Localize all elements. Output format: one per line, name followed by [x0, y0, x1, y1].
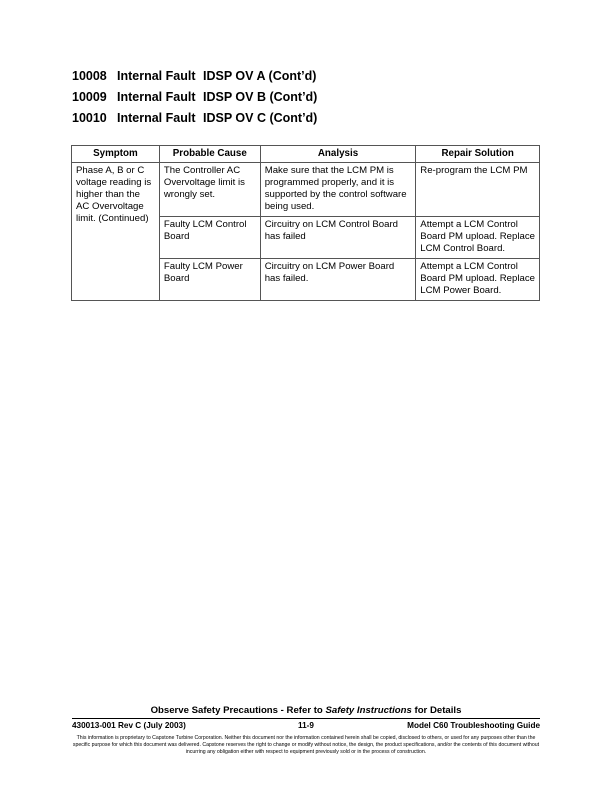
- fault-name: IDSP OV B (Cont’d): [203, 90, 318, 104]
- fault-heading: [72, 66, 317, 87]
- safety-note: [72, 705, 540, 716]
- safety-instructions-ref: Safety Instructions: [325, 705, 412, 716]
- cause-cell: Faulty LCM Control Board: [159, 217, 260, 259]
- header-analysis: Analysis: [260, 146, 416, 163]
- guide-title: Model C60 Troubleshooting Guide: [407, 721, 540, 730]
- fault-name: IDSP OV C (Cont’d): [203, 111, 318, 125]
- doc-number: 430013-001 Rev C (July 2003): [72, 721, 186, 730]
- fault-type: Internal Fault: [117, 69, 196, 83]
- table-header-row: [72, 146, 540, 163]
- header-probable-cause: Probable Cause: [159, 146, 260, 163]
- fault-code: 10010: [72, 111, 107, 125]
- cause-cell: The Controller AC Overvoltage limit is wrongly set.: [159, 163, 260, 217]
- proprietary-disclaimer: This information is proprietary to Capstone Turbine Corporation. Neither this document nor the information contained herein shall be copied, disclosed to others, or used for any purposes other than the specific purpose for which this document was delivered. Capstone reserves the right to change or modify without notice, the design, the product specifications, and/or the contents of this document without incurring any obligation either with respect to equipment previously sold or in the process of construction.: [72, 735, 540, 755]
- solution-cell: Attempt a LCM Control Board PM upload. Replace LCM Power Board.: [416, 259, 540, 301]
- safety-suffix: for Details: [411, 705, 462, 716]
- solution-cell: Re-program the LCM PM: [416, 163, 540, 217]
- page-number: 11-9: [298, 721, 314, 730]
- table-row: [72, 163, 540, 217]
- header-repair-solution: Repair Solution: [416, 146, 540, 163]
- fault-heading: [72, 87, 317, 108]
- solution-cell: Attempt a LCM Control Board PM upload. Replace LCM Control Board.: [416, 217, 540, 259]
- fault-code: 10008: [72, 69, 107, 83]
- fault-type: Internal Fault: [117, 111, 196, 125]
- header-symptom: Symptom: [72, 146, 160, 163]
- fault-type: Internal Fault: [117, 90, 196, 104]
- analysis-cell: Circuitry on LCM Control Board has failed: [260, 217, 416, 259]
- analysis-cell: Make sure that the LCM PM is programmed properly, and it is supported by the control software being used.: [260, 163, 416, 217]
- fault-headings: [72, 66, 317, 129]
- footer-divider: [72, 718, 540, 719]
- fault-code: 10009: [72, 90, 107, 104]
- fault-name: IDSP OV A (Cont’d): [203, 69, 317, 83]
- safety-prefix: Observe Safety Precautions - Refer to: [150, 705, 326, 716]
- fault-heading: [72, 108, 317, 129]
- analysis-cell: Circuitry on LCM Power Board has failed.: [260, 259, 416, 301]
- cause-cell: Faulty LCM Power Board: [159, 259, 260, 301]
- symptom-cell: Phase A, B or C voltage reading is higher than the AC Overvoltage limit. (Continued): [72, 163, 160, 301]
- troubleshooting-table: [71, 145, 540, 301]
